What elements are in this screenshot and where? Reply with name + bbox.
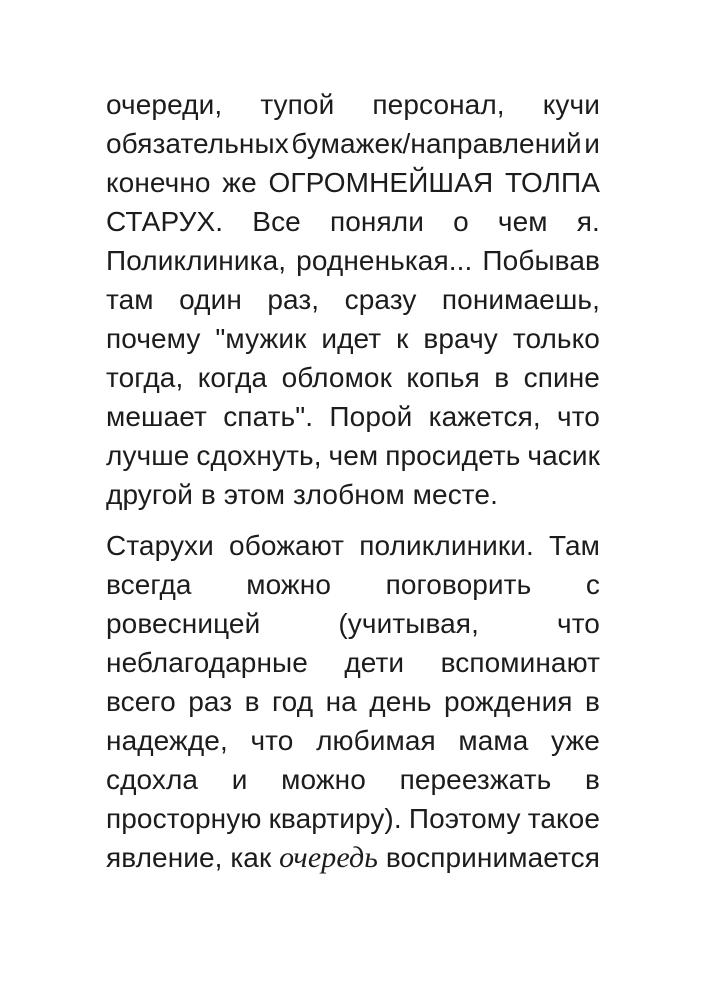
- word: обожают: [229, 530, 345, 561]
- word: очереди,: [106, 89, 223, 120]
- word: что: [557, 608, 600, 639]
- word: о: [453, 206, 469, 237]
- word: можно: [281, 764, 366, 795]
- word: копья: [406, 362, 480, 393]
- word: тупой: [260, 89, 335, 120]
- text-line: другой в этом злобном месте.: [106, 479, 498, 510]
- text-line: [106, 838, 600, 877]
- word: обломок: [281, 362, 392, 393]
- word: поняли: [330, 206, 424, 237]
- word: Порой: [329, 401, 413, 432]
- text-line: [106, 436, 600, 475]
- word: сдохнуть,: [196, 440, 322, 471]
- word: такое: [527, 803, 600, 834]
- word: ОГРОМНЕЙШАЯ: [268, 167, 494, 198]
- word: Все: [252, 206, 301, 237]
- word: раз: [188, 686, 233, 717]
- word: всегда: [106, 569, 192, 600]
- word: как: [230, 842, 272, 873]
- word: что: [250, 725, 294, 756]
- text-line: [106, 319, 600, 358]
- word: воспринимается: [385, 842, 600, 873]
- word: когда: [197, 362, 268, 393]
- word: мешает: [106, 401, 207, 432]
- word: поговорить: [385, 569, 532, 600]
- text-line: [106, 85, 600, 124]
- word: же: [222, 167, 257, 198]
- word: персонал,: [372, 89, 505, 120]
- word: любимая: [316, 725, 436, 756]
- text-line: [106, 163, 600, 202]
- word: надежде,: [106, 725, 228, 756]
- word: год: [271, 686, 314, 717]
- paragraph: [106, 85, 600, 514]
- word: к: [396, 323, 409, 354]
- word: ТОЛПА: [505, 167, 600, 198]
- word: просторную: [106, 803, 262, 834]
- word: всего: [106, 686, 176, 717]
- word: там: [106, 284, 154, 315]
- paragraph: [106, 526, 600, 877]
- word: вспоминают: [440, 647, 600, 678]
- text-line: [106, 682, 600, 721]
- word: конечно: [106, 167, 211, 198]
- text-column: [106, 85, 600, 877]
- text-line: [106, 280, 600, 319]
- word: спине: [523, 362, 600, 393]
- word: в: [494, 362, 510, 393]
- word: спать".: [223, 401, 314, 432]
- word: сразу: [344, 284, 417, 315]
- word: кучи: [542, 89, 600, 120]
- word: с: [585, 569, 600, 600]
- word: тогда,: [106, 362, 184, 393]
- word: бумажек/направлений: [291, 128, 582, 159]
- word: рождения: [444, 686, 573, 717]
- word: просидеть: [385, 440, 521, 471]
- word: и: [584, 128, 600, 159]
- word: почему: [106, 323, 201, 354]
- text-line: [106, 358, 600, 397]
- word: врачу: [423, 323, 498, 354]
- text-line: [106, 202, 600, 241]
- word: поликлиники.: [359, 530, 534, 561]
- word: можно: [246, 569, 331, 600]
- word: Там: [549, 530, 600, 561]
- word: и: [231, 764, 248, 795]
- word: лучше: [106, 440, 190, 471]
- word: неблагодарные: [106, 647, 308, 678]
- word: только: [512, 323, 600, 354]
- word: чем: [328, 440, 379, 471]
- word: Побывав: [482, 245, 600, 276]
- word: СТАРУХ.: [106, 206, 224, 237]
- text-line: [106, 604, 600, 643]
- word: явление,: [106, 842, 223, 873]
- word: "мужик: [215, 323, 307, 354]
- word: обязательных: [106, 128, 289, 159]
- word: идет: [321, 323, 382, 354]
- word: Поликлиника,: [106, 245, 287, 276]
- word: сдохла: [106, 764, 199, 795]
- word: родненькая...: [296, 245, 473, 276]
- word: уже: [551, 725, 600, 756]
- text-line: [106, 799, 600, 838]
- word: один: [179, 284, 242, 315]
- word: в: [584, 764, 600, 795]
- word: дети: [344, 647, 405, 678]
- text-line: [106, 241, 600, 280]
- word: Поэтому: [408, 803, 521, 834]
- text-line: [106, 721, 600, 760]
- text-line: [106, 565, 600, 604]
- word: часик: [527, 440, 600, 471]
- word: (учитывая,: [338, 608, 479, 639]
- word: Старухи: [106, 530, 214, 561]
- word: чем: [497, 206, 548, 237]
- word: мама: [458, 725, 529, 756]
- text-line: [106, 643, 600, 682]
- text-line: [106, 526, 600, 565]
- word: ровесницей: [106, 608, 261, 639]
- word: я.: [576, 206, 600, 237]
- text-line: [106, 397, 600, 436]
- word: на: [325, 686, 357, 717]
- word: кажется,: [428, 401, 541, 432]
- word: квартиру).: [268, 803, 402, 834]
- word: что: [557, 401, 600, 432]
- word: день: [369, 686, 432, 717]
- emphasized-word: очередь: [279, 841, 379, 874]
- word: переезжать: [399, 764, 552, 795]
- word: понимаешь,: [441, 284, 600, 315]
- text-line: [106, 124, 600, 163]
- word: в: [584, 686, 600, 717]
- word: в: [244, 686, 260, 717]
- text-line: [106, 760, 600, 799]
- word: раз,: [267, 284, 320, 315]
